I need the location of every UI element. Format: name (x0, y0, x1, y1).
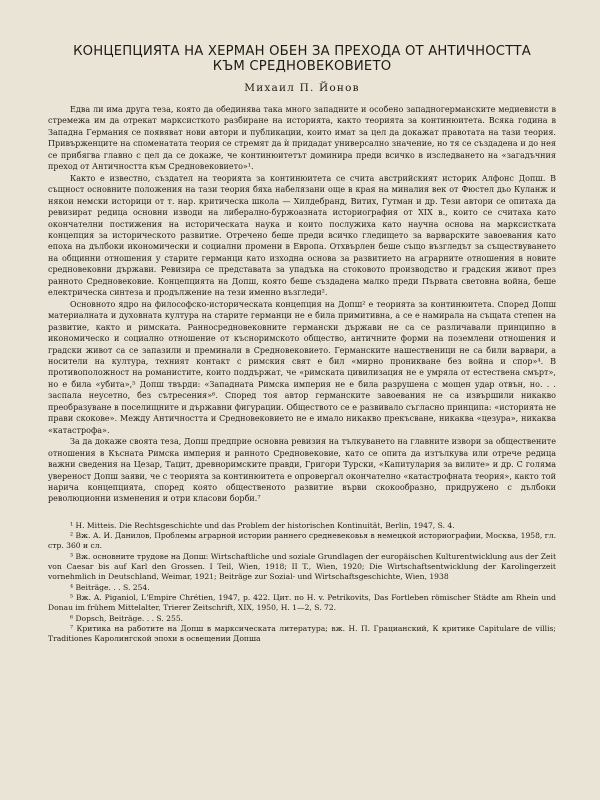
footnote: ² Вж. А. И. Данилов, Проблемы аграрной истории раннего средневековья в немецкой историографии, Москва, 1958, гл. стр. 360 и сл. (48, 531, 556, 551)
article-title (48, 44, 556, 74)
footnote: ¹ H. Mitteis. Die Rechtsgeschichte und das Problem der historischen Kontinuität, Berlin, 1947, S. 4. (70, 520, 455, 530)
footnote: ³ Вж. основните трудове на Допш: Wirtschaftliche und soziale Grundlagen der europäischen Kulturentwicklung aus der Zeit von Caesar bis auf Karl den Grossen. I Teil, Wien, 1918; II T., Wien, 1920; Die Wirtschaftsentwicklung der Karolingerzeit vornehmlich in Deutschland, Weimar, 1921; Beiträge zur Sozial- und Wirtschaftsgeschichte, Wien, 1938 (48, 551, 556, 582)
title-line-2: КЪМ СРЕДНОВЕКОВИЕТО (212, 59, 392, 74)
footnotes (48, 521, 556, 645)
title-line-1: КОНЦЕПЦИЯТА НА ХЕРМАН ОБЕН ЗА ПРЕХОДА ОТ АНТИЧНОСТТА (73, 44, 531, 59)
paragraph: Както е известно, създател на теорията за континюитета се счита австрийският историк Алфонс Допш. В същност основните положения на тази теория бяха набелязани още в края на миналия век от Фюстел дьо Куланж и някои немски историци от т. нар. критическа школа — Хилдебранд, Витих, Гутман и др. Тези автори се опитаха да ревизират редица основни изводи на либерално-буржоазната историография от XIX в., които се считаха като окончателни постижения на историческата наука и които послужиха като научна основа на марксистката концепция за историческото развитие. Отречено беше преди всичко гледището за варварските завоевания като епоха на дълбоки икономически и социални промени в Европа. Отхвърлен беше също възгледът за съществуването на общинни отношения у старите германци като изходна основа за развитието на аграрните отношения в новите средновековни държави. Ревизира се представата за упадъка на стоковото производство и градския живот през ранното Средновековие. Концепцията на Допш, която беше създадена малко преди Първата световна война, беше електрическа синтеза и продължение на тези именно възгледи². (48, 173, 556, 298)
footnote: ⁷ Критика на работите на Допш в марксическата литература; вж. Н. П. Грацианский, К критике Capitulare de villis; Traditiones Каролингской эпохи в освещении Допша (48, 623, 556, 644)
article-body (48, 104, 556, 505)
paragraph: Основното ядро на философско-историческата концепция на Допш² е теорията за континюитета. Според Допш материалната и духовната култура на старите германци не е била примитивна, а се е намирала на същата степен на развитие, както и римската. Ранносредновековните германски държави не са се различавали принципно в икономическо и социално отношение от късноримското общество, античните форми на поземлени отношения и градски живот са се запазили и преминали в Средновековието. Германските нашественици не са били варвари, а носители на култура, техният контакт с римския свят е бил «мирно проникване без война и спор»⁴. В противоположност на романистите, които поддържат, че «римската цивилизация не е умряла от естествена смърт», но е била «убита»,⁵ Допш твърди: «Западната Римска империя не е била разрушена с мощен удар отвън, но. . . заспала неусетно, без сътресения»⁶. Според тоя автор германските завоевания не са извършили никакво преобразуване в поселищните и държавни фигурации. Обществото се е развивало съгласно принципа: «историята не прави скокове». Между Античността и Средновековието не е имало никакво прекъсване, никаква «цезура», никаква «катастрофа». (48, 299, 556, 435)
footnote: ⁵ Вж. A. Piganiol, L'Empire Chrétien, 1947, p. 422. Цит. по H. v. Petrikovits, Das Fortleben römischer Städte am Rhein und Donau im frühem Mittelalter, Trierer Zeitschrift, XIX, 1950, H. 1—2, S. 72. (48, 592, 556, 613)
footnote-divider (48, 514, 556, 515)
footnote: ⁶ Dopsch, Beiträge. . . S. 255. (70, 613, 184, 623)
paragraph: Едва ли има друга теза, която да обединява така много западните и особено западногерманските медиевисти в стремежа им да отрекат марксисткото разбиране на историята, както теорията за континюитета. Всяка година в Западна Германия се появяват нови автори и публикации, които имат за цел да докажат правотата на тази теория. Привърженците на споменатата теория се стремят да ѝ придадат универсално значение, но тя се създадена и до нея се прибягва главно с цел да се докаже, че континюитетът доминира преди всичко в изследването на «загадъчния преход от Античността към Средновековието»¹. (48, 105, 556, 172)
paragraph: За да докаже своята теза, Допш предприе основна ревизия на тълкуването на главните извори за обществените отношения в Късната Римска империя и ранното Средновековие, като се опита да изтълкува или отрече редица важни сведения на Цезар, Тацит, древноримските правди, Григори Турски, «Капитулария за вилите» и др. С голяма увереност Допш заяви, че с теорията за континюитета е опровергал окончателно «катастрофната теория», както той нарича концепцията, според която общественото развитие върви скокообразно, придружено с дълбоки революционни изменения и отри класови борби.⁷ (48, 437, 556, 504)
author-name: Михаил П. Йонов (244, 82, 360, 94)
footnote: ⁴ Beiträge. . . S. 254. (70, 582, 150, 592)
